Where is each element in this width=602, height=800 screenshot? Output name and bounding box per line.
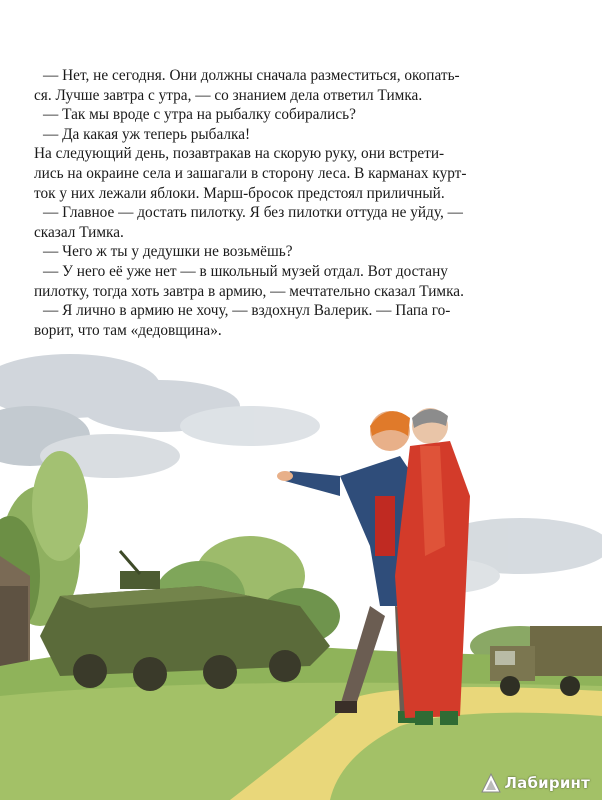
text-line: лись на окраине села и зашагали в сторону леса. В карманах курт- [34, 164, 467, 182]
text-line: На следующий день, позавтракав на скорую руку, они встрети- [34, 145, 445, 163]
text-line: пилотку, тогда хоть завтра в армию, — мечтательно сказал Тимка. [34, 282, 464, 300]
story-text [34, 66, 574, 340]
text-line: — Главное — достать пилотку. Я без пилотки оттуда не уйду, — [43, 204, 463, 222]
text-line: сказал Тимка. [34, 223, 124, 241]
text-line: — Чего ж ты у дедушки не возьмёшь? [43, 243, 293, 261]
text-line: — Я лично в армию не хочу, — вздохнул Валерик. — Папа го- [43, 302, 451, 320]
text-line: — Нет, не сегодня. Они должны сначала разместиться, окопать- [43, 67, 460, 84]
labirint-logo [480, 772, 590, 794]
text-line: ток у них лежали яблоки. Марш-бросок предстоял приличный. [34, 184, 445, 202]
text-line: — Так мы вроде с утра на рыбалку собирались? [43, 106, 356, 124]
text-line: ворит, что там «дедовщина». [34, 321, 222, 339]
labirint-logo-icon [480, 772, 502, 794]
labirint-logo-text: Лабиринт [504, 774, 590, 792]
illustration-svg [0, 346, 602, 800]
text-line: ся. Лучше завтра с утра, — со знанием дела ответил Тимка. [34, 86, 423, 104]
watercolor-illustration [0, 346, 602, 800]
text-line: — У него её уже нет — в школьный музей отдал. Вот достану [43, 262, 448, 280]
text-line: — Да какая уж теперь рыбалка! [43, 125, 251, 143]
